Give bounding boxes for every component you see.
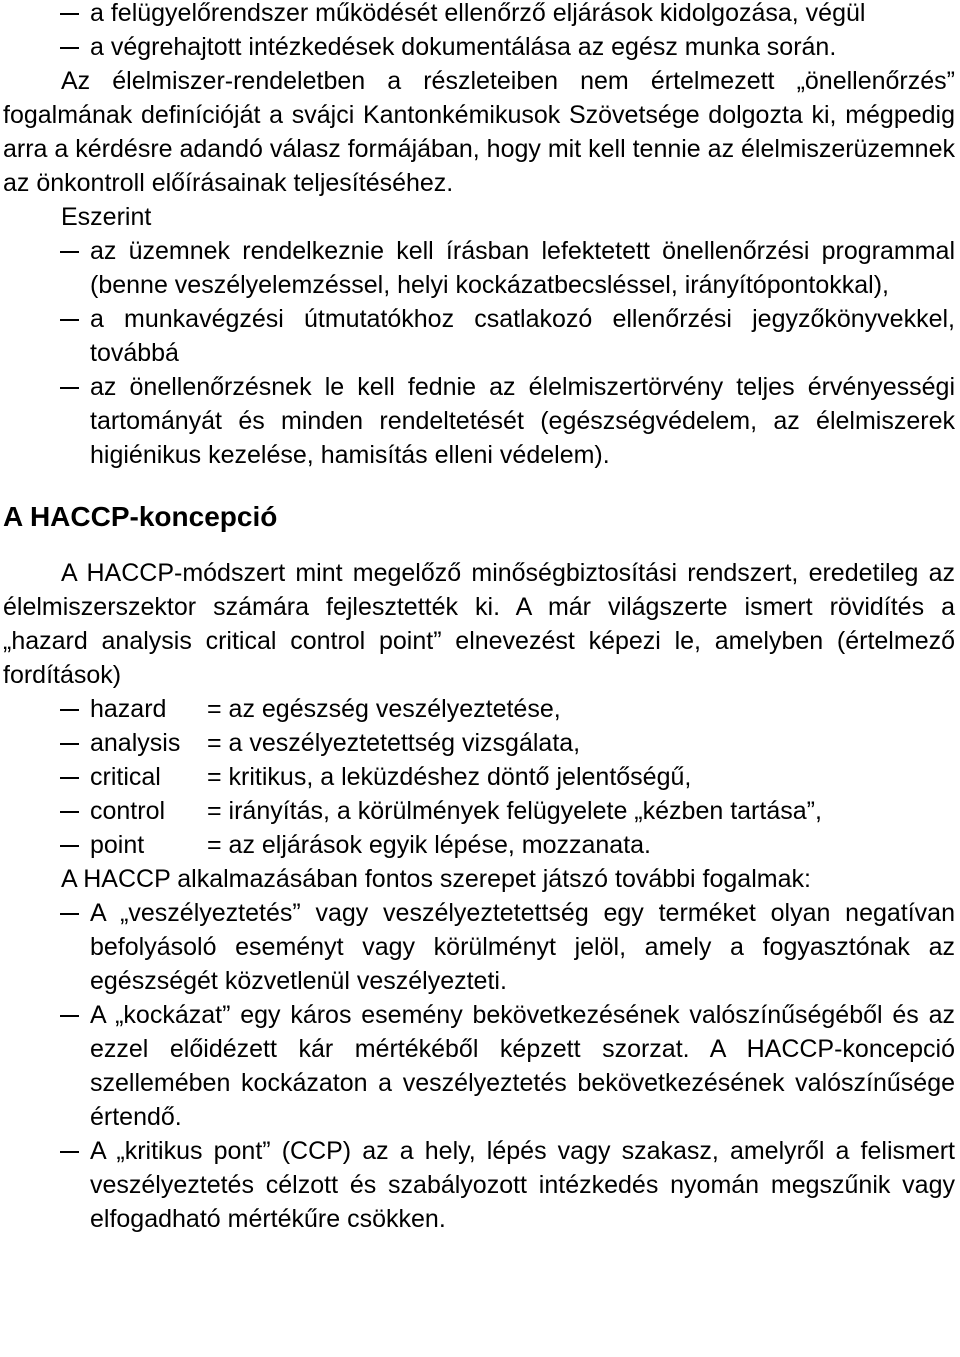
glossary-definition: = a veszélyeztetettség vizsgálata, <box>207 729 581 757</box>
paragraph-self-check-definition: Az élelmiszer-rendeletben a részleteiben nem értelmezett „önellenőrzés” fogalmának definícióját a svájci Kantonkémikusok Szövetsége dolgozta ki, mégpedig arra a kérdésre adandó válasz formájában, hogy mit kell tennie az élelmiszerüzemnek az önkontroll előírásainak teljesítéséhez. <box>3 67 955 197</box>
list-item-text: az üzemnek rendelkeznie kell írásban lefektetett önellenőrzési programmal (benne veszélyelemzéssel, helyi kockázatbecsléssel, irányítópontokkal), <box>90 237 955 299</box>
list-item-text: a munkavégzési útmutatókhoz csatlakozó ellenőrzési jegyzőkönyvekkel, továbbá <box>90 305 955 367</box>
list-item-text: a felügyelőrendszer működését ellenőrző eljárások kidolgozása, végül <box>90 0 866 27</box>
glossary-row <box>3 794 955 828</box>
glossary-term: critical <box>90 763 161 791</box>
glossary-definition: = az egészség veszélyeztetése, <box>207 695 561 723</box>
list-item <box>3 998 955 1134</box>
glossary-row <box>3 726 955 760</box>
glossary-row <box>3 692 955 726</box>
glossary-row <box>3 760 955 794</box>
list-item <box>3 370 955 472</box>
glossary-row <box>3 828 955 862</box>
glossary-term: hazard <box>90 695 167 723</box>
list-item <box>3 1134 955 1236</box>
list-item <box>3 302 955 370</box>
document-page <box>3 0 955 1236</box>
list-item <box>3 30 955 64</box>
list-item-text: A „kockázat” egy káros esemény bekövetkezésének valószínűségéből és az ezzel előidézett kár mértékéből képzett szorzat. A HACCP-koncepció szellemében kockázaton a veszélyeztetés bekövetkezésének valószínűsége értendő. <box>90 1001 955 1131</box>
paragraph-further-concepts: A HACCP alkalmazásában fontos szerepet játszó további fogalmak: <box>61 865 811 893</box>
list-item <box>3 896 955 998</box>
glossary-term: point <box>90 831 145 859</box>
list-item-text: a végrehajtott intézkedések dokumentálása az egész munka során. <box>90 33 837 61</box>
list-item-text: az önellenőrzésnek le kell fednie az élelmiszertörvény teljes érvényességi tartományát és minden rendeltetését (egészségvédelem, az élelmiszerek higiénikus kezelése, hamisítás elleni védelem). <box>90 373 955 469</box>
section-heading: A HACCP-koncepció <box>3 501 278 532</box>
eszerint-label: Eszerint <box>61 203 152 231</box>
glossary-definition: = az eljárások egyik lépése, mozzanata. <box>207 831 651 859</box>
paragraph-haccp-intro: A HACCP-módszert mint megelőző minőségbiztosítási rendszert, eredetileg az élelmiszerszektor számára fejlesztették ki. A már világszerte ismert rövidítés a „hazard analysis critical control point” elnevezést képezi le, amelyben (értelmező fordítások) <box>3 559 955 689</box>
glossary-definition: = irányítás, a körülmények felügyelete „kézben tartása”, <box>207 797 822 825</box>
glossary-term: control <box>90 797 166 825</box>
glossary-term: analysis <box>90 729 181 757</box>
glossary-definition: = kritikus, a leküzdéshez döntő jelentőségű, <box>207 763 692 791</box>
list-item <box>3 234 955 302</box>
list-item-text: A „kritikus pont” (CCP) az a hely, lépés vagy szakasz, amelyről a felismert veszélyeztetés célzott és szabályozott intézkedés nyomán megszűnik vagy elfogadható mértékűre csökken. <box>90 1137 955 1233</box>
list-item-text: A „veszélyeztetés” vagy veszélyeztetettség egy terméket olyan negatívan befolyásoló eseményt vagy körülményt jelöl, amely a fogyasztónak az egészségét közvetlenül veszélyezteti. <box>90 899 955 995</box>
list-item <box>3 0 955 30</box>
